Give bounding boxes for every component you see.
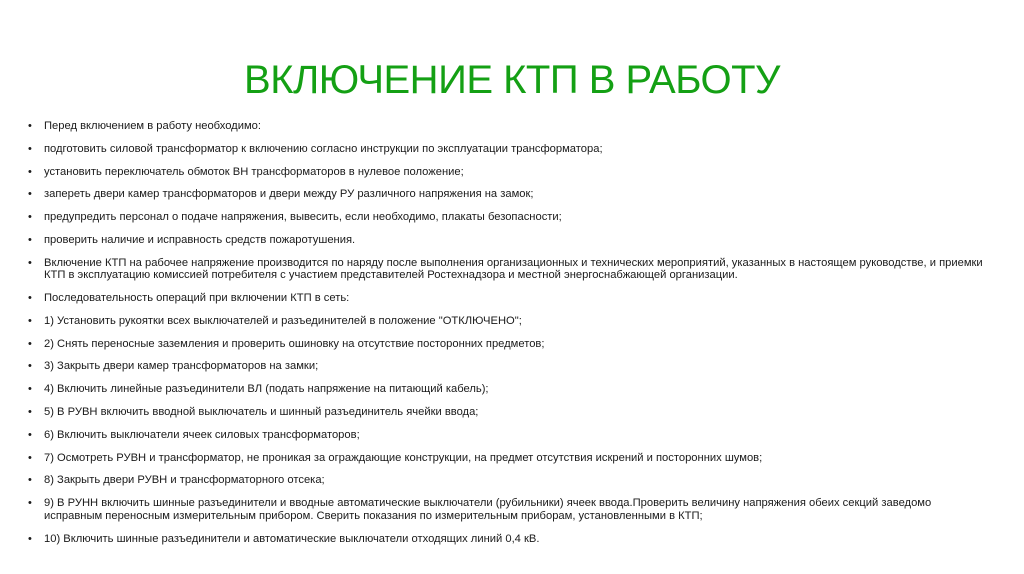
list-item (28, 497, 988, 522)
list-item (28, 120, 988, 133)
list-item (28, 429, 988, 442)
list-item (28, 338, 988, 351)
bullet-icon: • (28, 360, 32, 373)
list-item (28, 360, 988, 373)
list-item-text: проверить наличие и исправность средств пожаротушения. (44, 233, 356, 246)
list-item-text: 10) Включить шинные разъединители и автоматические выключатели отходящих линий 0,4 кВ. (44, 532, 540, 545)
list-item (28, 383, 988, 396)
list-item-text: установить переключатель обмоток ВН трансформаторов в нулевое положение; (44, 165, 464, 178)
bullet-icon: • (28, 120, 32, 132)
bullet-icon: • (28, 337, 32, 350)
list-item-text: 1) Установить рукоятки всех выключателей и разъединителей в положение "ОТКЛЮЧЕНО"; (44, 314, 522, 327)
list-item-text: 7) Осмотреть РУВН и трансформатор, не проникая за ограждающие конструкции, на предмет отсутствия искрений и посторонних шумов; (44, 451, 763, 464)
bullet-icon: • (28, 142, 32, 155)
bullet-icon: • (28, 383, 32, 396)
slide-title: ВКЛЮЧЕНИЕ КТП В РАБОТУ (244, 58, 780, 102)
list-item (28, 143, 988, 156)
list-item (28, 166, 988, 179)
list-item (28, 292, 988, 305)
list-item-text: подготовить силовой трансформатор к включению согласно инструкции по эксплуатации трансформатора; (44, 142, 603, 155)
list-item (28, 211, 988, 224)
list-item-text: Включение КТП на рабочее напряжение производится по наряду после выполнения организационных и технических мероприятий, указанных в настоящем руководстве, и приемки КТП в эксплуатацию комиссией потребителя с участием представителей Ростехнадзора и местной энергоснабжающей организации. (44, 256, 983, 282)
list-item (28, 452, 988, 465)
list-item-text: 4) Включить линейные разъединители ВЛ (подать напряжение на питающий кабель); (44, 383, 489, 396)
list-item-text: 2) Снять переносные заземления и проверить ошиновку на отсутствие посторонних предметов; (44, 337, 545, 350)
bullet-icon: • (28, 497, 32, 510)
list-item (28, 234, 988, 247)
bullet-icon: • (28, 256, 32, 269)
list-item-text: Перед включением в работу необходимо: (44, 120, 261, 132)
bullet-icon: • (28, 451, 32, 464)
bullet-icon: • (28, 211, 32, 224)
list-item (28, 315, 988, 328)
list-item-text: предупредить персонал о подаче напряжения, вывесить, если необходимо, плакаты безопасности; (44, 211, 562, 224)
list-item (28, 257, 988, 282)
bullet-icon: • (28, 532, 32, 545)
bullet-icon: • (28, 406, 32, 419)
list-item (28, 474, 988, 487)
bullet-icon: • (28, 165, 32, 178)
list-item-text: 5) В РУВН включить вводной выключатель и шинный разъединитель ячейки ввода; (44, 406, 479, 419)
list-item (28, 188, 988, 201)
list-item-text: запереть двери камер трансформаторов и двери между РУ различного напряжения на замок; (44, 188, 534, 201)
list-item-text: 8) Закрыть двери РУВН и трансформаторного отсека; (44, 474, 325, 487)
bullet-icon: • (28, 474, 32, 487)
bullet-icon: • (28, 188, 32, 201)
bullet-list (28, 120, 988, 555)
list-item-text: 3) Закрыть двери камер трансформаторов на замки; (44, 360, 319, 373)
bullet-icon: • (28, 233, 32, 246)
list-item-text: 6) Включить выключатели ячеек силовых трансформаторов; (44, 428, 360, 441)
list-item (28, 533, 988, 546)
list-item-text: 9) В РУНН включить шинные разъединители и вводные автоматические выключатели (рубильники) ячеек ввода.Проверить величину напряжения обеих секций заведомо исправным переносным измерительным прибором. Сверить показания по измерительным приборам, установленными в КТП; (44, 497, 932, 522)
bullet-icon: • (28, 314, 32, 327)
list-item-text: Последовательность операций при включении КТП в сеть: (44, 292, 350, 305)
list-item (28, 406, 988, 419)
bullet-icon: • (28, 292, 32, 305)
bullet-icon: • (28, 428, 32, 441)
